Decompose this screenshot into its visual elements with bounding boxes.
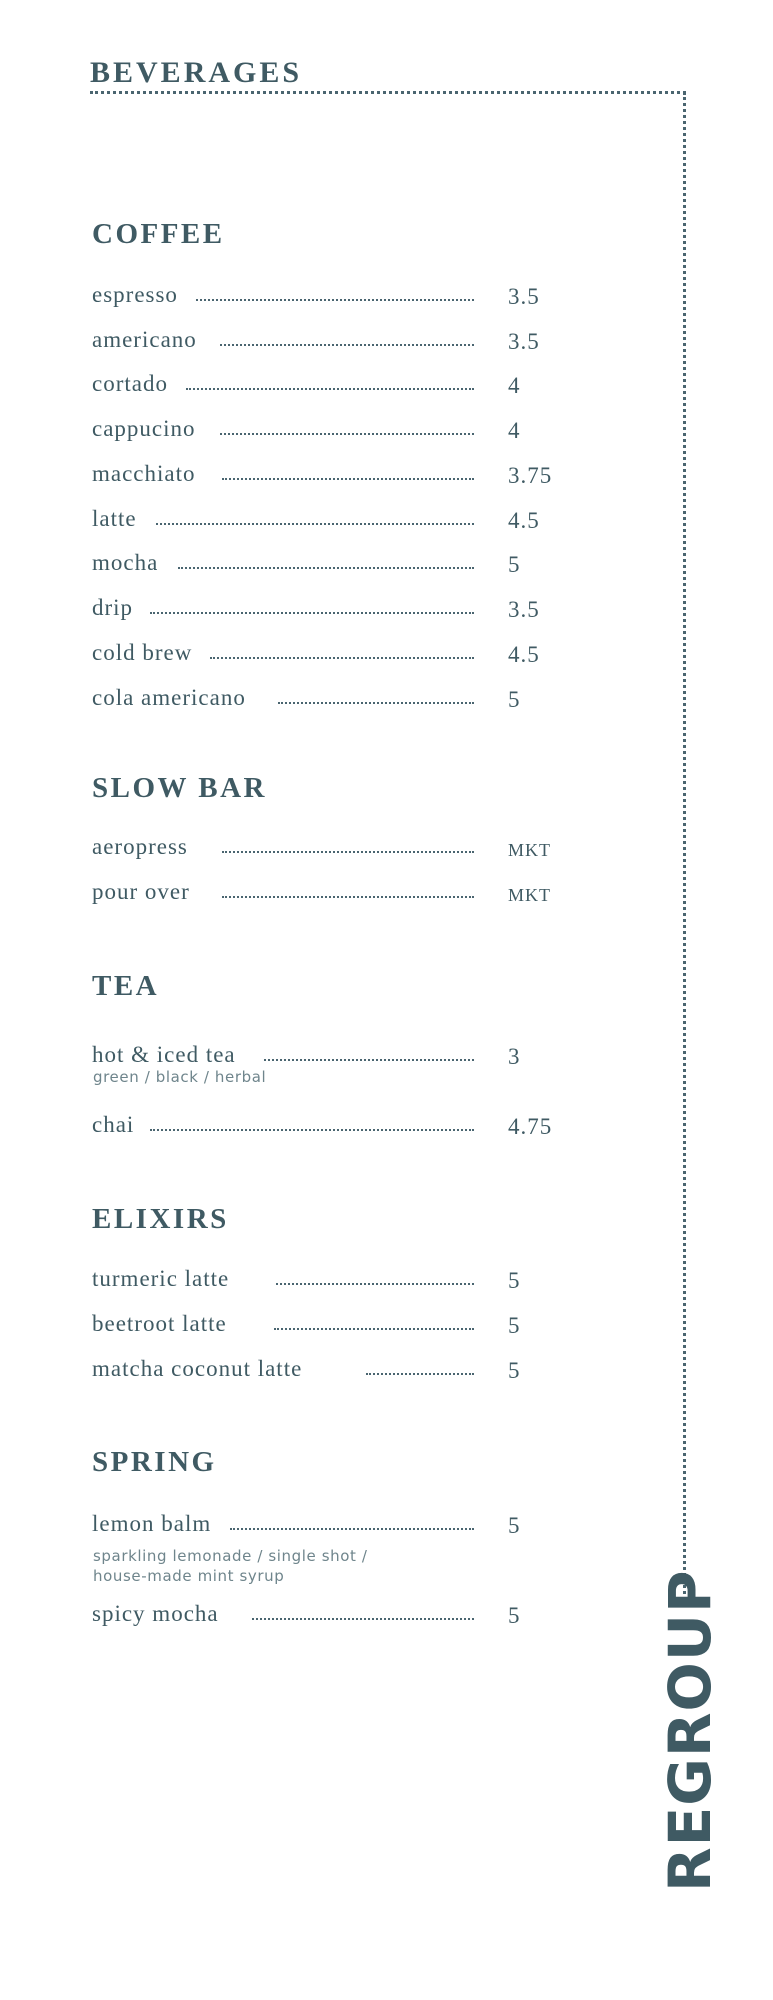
dotted-leader <box>366 1373 474 1375</box>
menu-item <box>92 459 564 489</box>
dotted-leader <box>264 1059 474 1061</box>
item-price: 5 <box>508 1313 521 1338</box>
menu-item <box>92 1599 564 1629</box>
menu-item <box>92 414 564 444</box>
item-name: spicy mocha <box>92 1601 219 1626</box>
item-name: lemon balm <box>92 1511 212 1536</box>
section-title-elixirs: ELIXIRS <box>92 1203 229 1235</box>
menu-item <box>92 325 564 355</box>
dotted-leader <box>220 344 474 346</box>
item-price: 5 <box>508 1268 521 1293</box>
menu-item <box>92 1509 564 1539</box>
item-price: 5 <box>508 1358 521 1383</box>
menu-item <box>92 1110 564 1140</box>
dotted-leader <box>230 1528 474 1530</box>
brand-logo-text: REGROUP <box>656 1569 724 1892</box>
menu-item <box>92 638 564 668</box>
menu-item <box>92 280 564 310</box>
menu-item <box>92 504 564 534</box>
dotted-leader <box>196 299 474 301</box>
item-price: 3.75 <box>508 463 553 488</box>
dotted-leader <box>220 433 474 435</box>
item-name: espresso <box>92 282 178 307</box>
menu-item <box>92 548 564 578</box>
item-price: 4.5 <box>508 642 540 667</box>
dotted-leader <box>276 1283 474 1285</box>
item-name: cappucino <box>92 416 196 441</box>
item-price: 5 <box>508 1513 521 1538</box>
item-price: 3 <box>508 1044 521 1069</box>
item-price: MKT <box>508 840 551 860</box>
item-name: drip <box>92 595 134 620</box>
section-title-tea: TEA <box>92 970 160 1002</box>
item-price: 5 <box>508 1603 521 1628</box>
item-price: 3.5 <box>508 284 540 309</box>
section-title-slow-bar: SLOW BAR <box>92 772 267 804</box>
dotted-leader <box>222 896 474 898</box>
item-name: hot & iced tea <box>92 1042 236 1067</box>
dotted-leader <box>150 612 474 614</box>
item-price: 4 <box>508 373 521 398</box>
item-name: turmeric latte <box>92 1266 230 1291</box>
section-title-coffee: COFFEE <box>92 218 225 250</box>
menu-item <box>92 832 564 862</box>
item-name: latte <box>92 506 137 531</box>
item-name: americano <box>92 327 197 352</box>
item-name: aeropress <box>92 834 188 859</box>
item-name: matcha coconut latte <box>92 1356 303 1381</box>
dotted-leader <box>156 523 474 525</box>
item-note: sparkling lemonade / single shot / <box>93 1547 368 1565</box>
menu-title: BEVERAGES <box>90 56 303 89</box>
item-note: house-made mint syrup <box>93 1567 285 1585</box>
menu-item <box>92 1040 564 1070</box>
item-name: cortado <box>92 371 168 396</box>
item-name: cola americano <box>92 685 246 710</box>
item-price: 4 <box>508 418 521 443</box>
menu-item <box>92 369 564 399</box>
section-title-spring: SPRING <box>92 1446 217 1478</box>
item-name: macchiato <box>92 461 196 486</box>
menu-item <box>92 683 564 713</box>
item-name: beetroot latte <box>92 1311 227 1336</box>
dotted-leader <box>186 388 474 390</box>
dotted-leader <box>278 702 474 704</box>
item-note: green / black / herbal <box>93 1068 267 1086</box>
item-price: 5 <box>508 552 521 577</box>
menu-item <box>92 593 564 623</box>
dotted-leader <box>274 1328 474 1330</box>
menu-item <box>92 1264 564 1294</box>
item-price: 4.5 <box>508 508 540 533</box>
top-dotted-rule <box>90 91 686 94</box>
menu-item <box>92 1309 564 1339</box>
item-name: pour over <box>92 879 190 904</box>
dotted-leader <box>178 567 474 569</box>
item-name: chai <box>92 1112 135 1137</box>
dotted-leader <box>210 657 474 659</box>
item-price: 3.5 <box>508 597 540 622</box>
item-price: 3.5 <box>508 329 540 354</box>
item-price: 5 <box>508 687 521 712</box>
item-price: 4.75 <box>508 1114 553 1139</box>
right-dotted-rule <box>683 92 686 1600</box>
dotted-leader <box>150 1129 474 1131</box>
item-name: cold brew <box>92 640 193 665</box>
dotted-leader <box>252 1618 474 1620</box>
item-price: MKT <box>508 885 551 905</box>
dotted-leader <box>222 851 474 853</box>
menu-item <box>92 877 564 907</box>
item-name: mocha <box>92 550 159 575</box>
dotted-leader <box>222 478 474 480</box>
menu-item <box>92 1354 564 1384</box>
